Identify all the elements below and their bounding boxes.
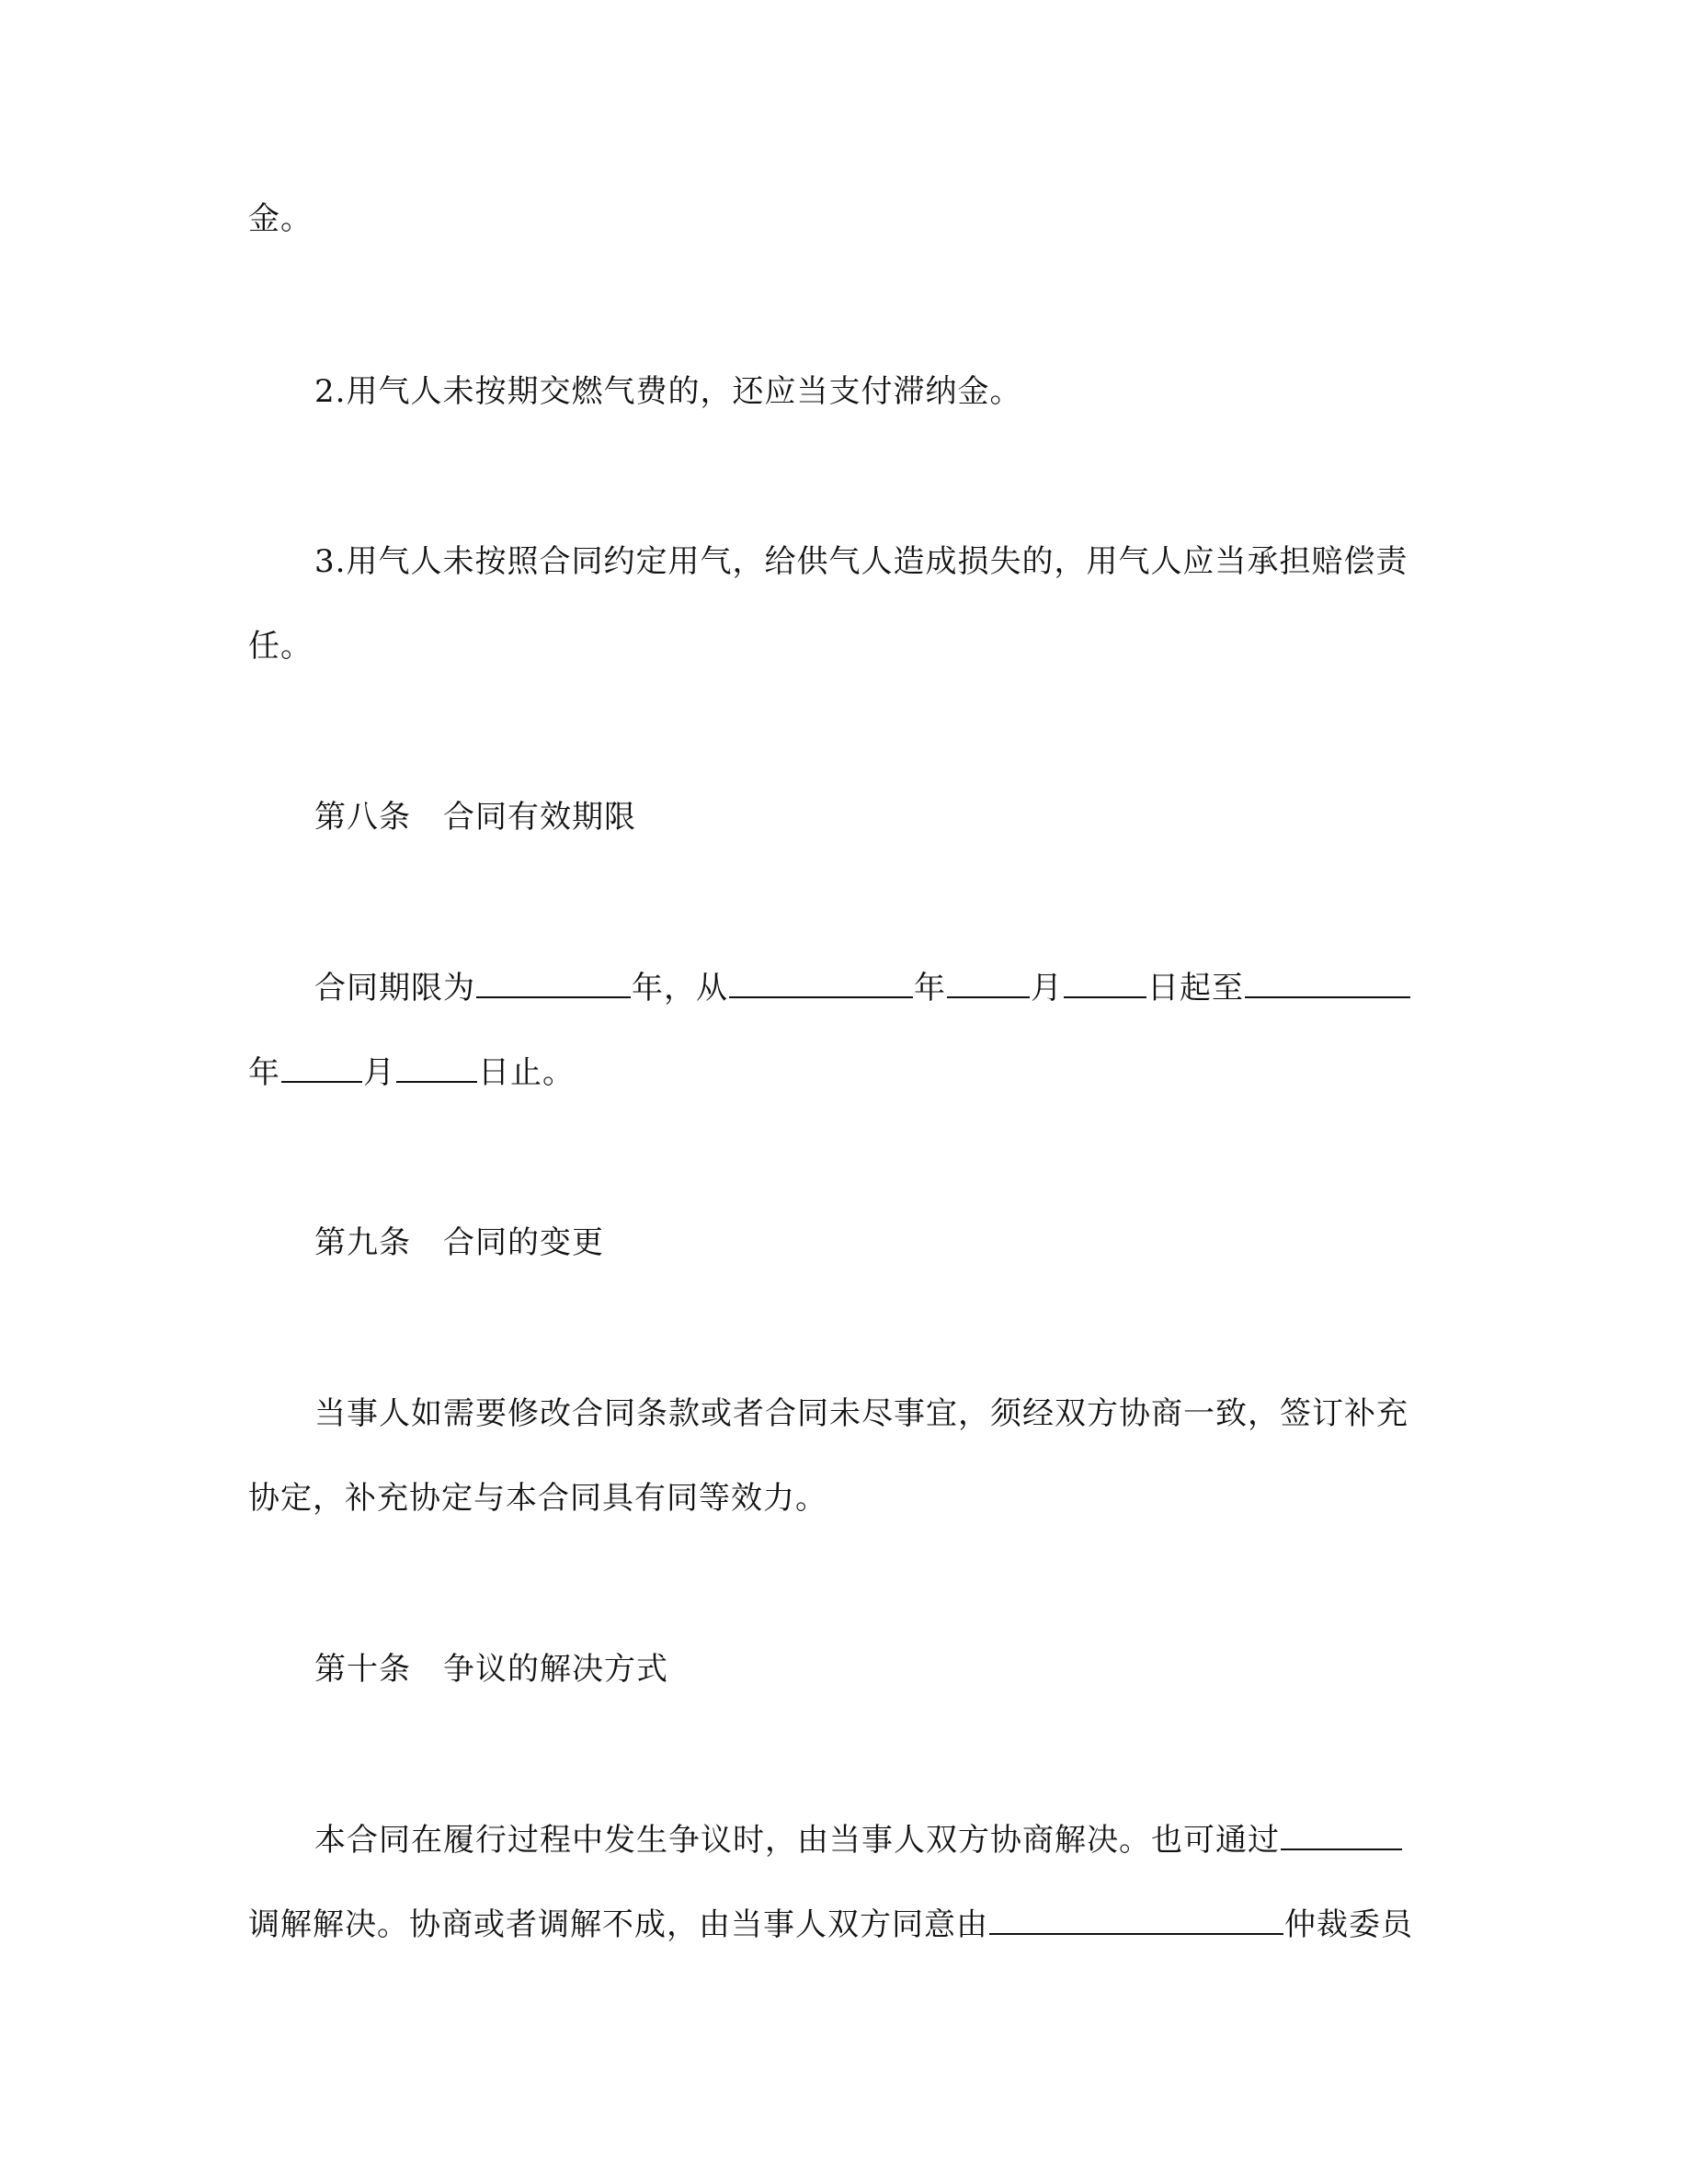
article-8-line-2 xyxy=(248,1052,575,1094)
term-years-blank[interactable] xyxy=(476,969,631,998)
article-8-title: 第八条 合同有效期限 xyxy=(314,799,636,836)
arbitration-commission-blank[interactable] xyxy=(989,1905,1283,1935)
article-10-line-2 xyxy=(248,1904,1413,1946)
article-8-text: 年 xyxy=(248,1054,280,1091)
article-9-title: 第九条 合同的变更 xyxy=(314,1224,604,1261)
end-year-blank[interactable] xyxy=(1245,969,1410,998)
article-10-text: 仲裁委员 xyxy=(1284,1906,1413,1943)
article-10-text: 本合同在履行过程中发生争议时，由当事人双方协商解决。也可通过 xyxy=(314,1822,1280,1859)
article-8-text: 年，从 xyxy=(632,970,728,1007)
article-8-text: 月 xyxy=(363,1054,395,1091)
article-10-text: 调解解决。协商或者调解不成，由当事人双方同意由 xyxy=(248,1906,988,1943)
article-8-text: 日起至 xyxy=(1147,970,1244,1007)
article-9-line-1: 当事人如需要修改合同条款或者合同未尽事宜，须经双方协商一致，签订补充 xyxy=(314,1395,1409,1432)
article-10-title: 第十条 争议的解决方式 xyxy=(314,1651,668,1688)
article-9-line-2: 协定，补充协定与本合同具有同等效力。 xyxy=(248,1480,827,1517)
start-year-blank[interactable] xyxy=(729,969,913,998)
article-10-line-1 xyxy=(314,1819,1403,1861)
start-month-blank[interactable] xyxy=(947,969,1030,998)
paragraph-continuation: 金。 xyxy=(248,200,313,237)
article-8-text: 年 xyxy=(914,970,946,1007)
mediator-blank[interactable] xyxy=(1281,1821,1402,1850)
article-8-text: 月 xyxy=(1031,970,1063,1007)
clause-item-2: 2.用气人未按期交燃气费的，还应当支付滞纳金。 xyxy=(314,373,1022,410)
clause-item-3-line-2: 任。 xyxy=(248,628,313,665)
end-month-blank[interactable] xyxy=(281,1053,362,1083)
article-8-text: 合同期限为 xyxy=(314,970,475,1007)
clause-item-3-line-1: 3.用气人未按照合同约定用气，给供气人造成损失的，用气人应当承担赔偿责 xyxy=(314,543,1409,580)
start-day-blank[interactable] xyxy=(1064,969,1146,998)
article-8-line-1 xyxy=(314,967,1411,1009)
end-day-blank[interactable] xyxy=(396,1053,477,1083)
article-8-text: 日止。 xyxy=(478,1054,575,1091)
